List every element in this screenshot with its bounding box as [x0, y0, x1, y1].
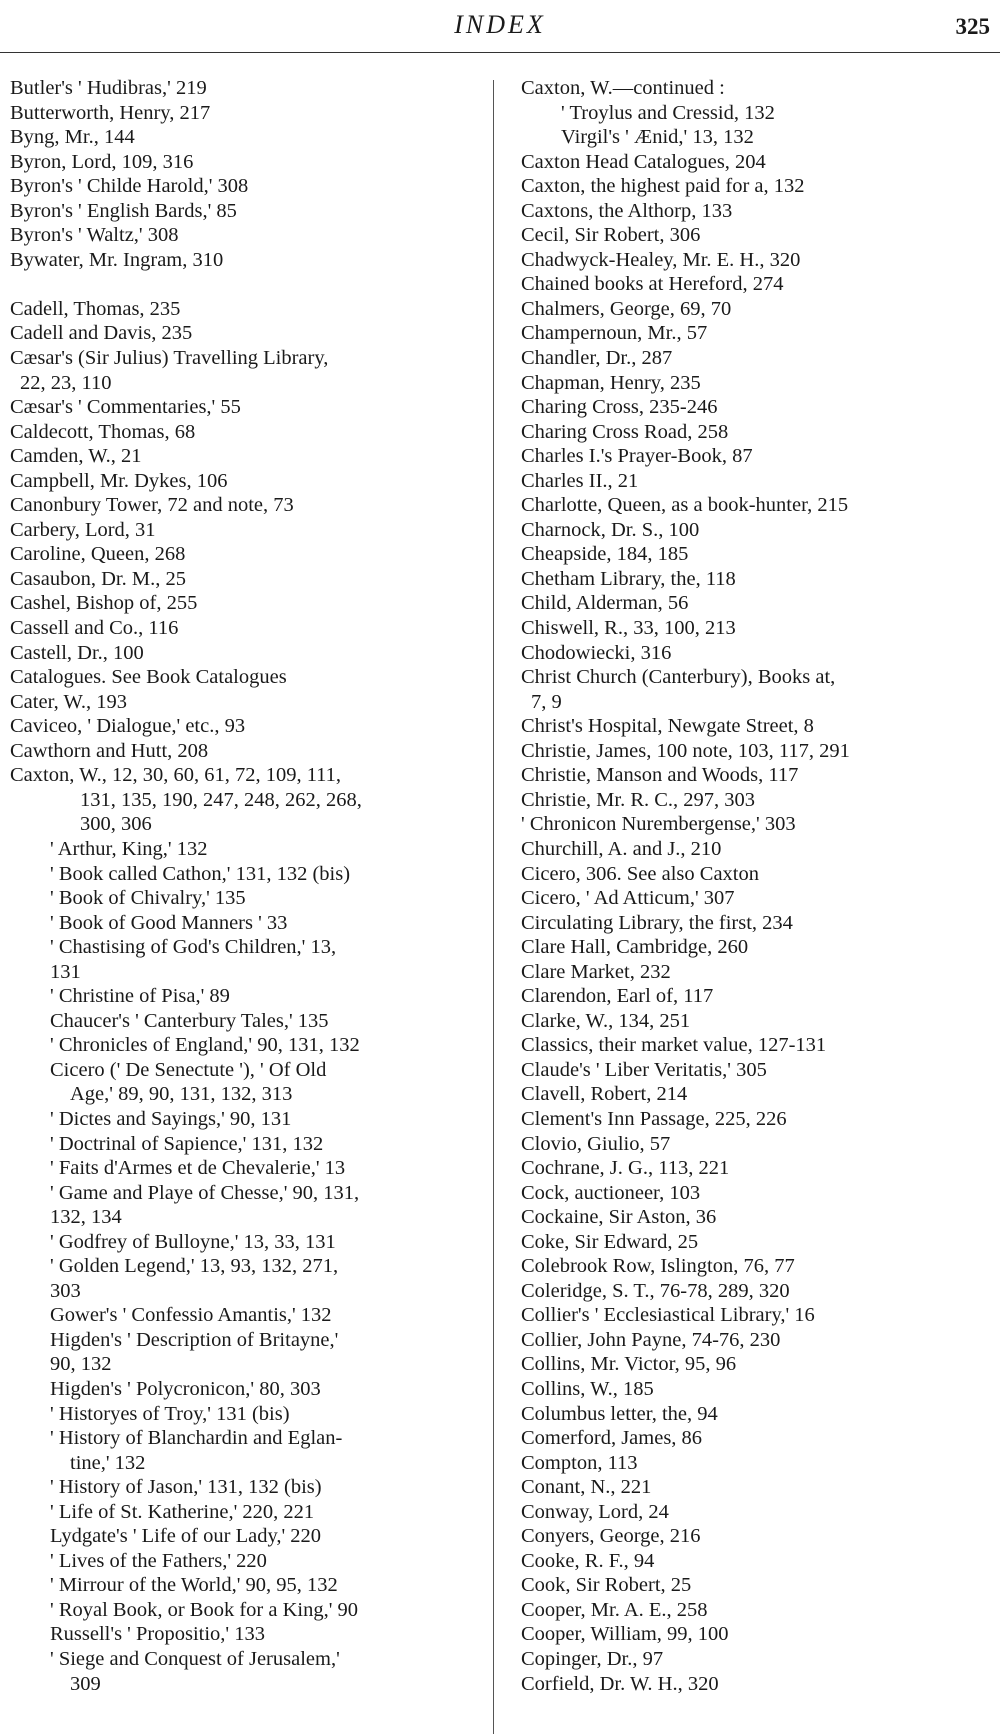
- index-entry: ' Chronicon Nurembergense,' 303: [521, 813, 796, 836]
- index-entry: Charnock, Dr. S., 100: [521, 518, 700, 541]
- index-entry: Cheapside, 184, 185: [521, 543, 689, 566]
- index-entry: Cecil, Sir Robert, 306: [521, 224, 701, 247]
- index-entry: Corfield, Dr. W. H., 320: [521, 1672, 719, 1695]
- index-entry: Colebrook Row, Islington, 76, 77: [521, 1255, 795, 1278]
- index-entry: Cockaine, Sir Aston, 36: [521, 1206, 717, 1229]
- index-entry: Caxtons, the Althorp, 133: [521, 199, 733, 222]
- index-entry: 300, 306: [80, 813, 152, 836]
- index-entry: Caxton, W., 12, 30, 60, 61, 72, 109, 111,: [10, 764, 342, 787]
- index-entry: Chaucer's ' Canterbury Tales,' 135: [50, 1009, 329, 1032]
- index-entry: Chiswell, R., 33, 100, 213: [521, 617, 736, 640]
- index-entry: Chetham Library, the, 118: [521, 567, 736, 590]
- index-entry: ' Book called Cathon,' 131, 132 (bis): [50, 862, 351, 885]
- index-entry: Lydgate's ' Life of our Lady,' 220: [50, 1525, 322, 1548]
- index-entry: Byron, Lord, 109, 316: [10, 150, 194, 173]
- index-entry: Charlotte, Queen, as a book-hunter, 215: [521, 494, 849, 517]
- index-entry: Byron's ' Childe Harold,' 308: [10, 175, 249, 198]
- index-entry: 90, 132: [50, 1353, 112, 1376]
- index-entry: ' Chastising of God's Children,' 13,: [50, 936, 337, 959]
- header-rule: [0, 52, 1000, 53]
- index-entry: Collins, Mr. Victor, 95, 96: [521, 1353, 737, 1376]
- index-entry: Caxton, W.—continued :: [521, 77, 725, 99]
- index-entry: Virgil's ' Ænid,' 13, 132: [561, 126, 754, 149]
- index-entry: Charing Cross Road, 258: [521, 420, 729, 443]
- index-entry: Campbell, Mr. Dykes, 106: [10, 469, 228, 492]
- index-entry: Columbus letter, the, 94: [521, 1402, 718, 1425]
- index-entry: Charles II., 21: [521, 469, 639, 492]
- index-entry: Cooke, R. F., 94: [521, 1549, 655, 1572]
- index-entry: ' Siege and Conquest of Jerusalem,': [50, 1648, 340, 1670]
- index-entry: Classics, their market value, 127-131: [521, 1034, 827, 1057]
- index-entry: Cochrane, J. G., 113, 221: [521, 1157, 730, 1180]
- index-entry: Casaubon, Dr. M., 25: [10, 567, 186, 590]
- index-entry: Caviceo, ' Dialogue,' etc., 93: [10, 715, 246, 738]
- index-entry: Bywater, Mr. Ingram, 310: [10, 248, 224, 271]
- index-entry: Christ Church (Canterbury), Books at,: [521, 666, 836, 689]
- index-entry: ' Game and Playe of Chesse,' 90, 131,: [50, 1181, 360, 1204]
- index-entry: Chained books at Hereford, 274: [521, 273, 784, 296]
- index-entry: Cawthorn and Hutt, 208: [10, 739, 209, 762]
- index-entry: Chandler, Dr., 287: [521, 347, 673, 370]
- index-entry: ' Dictes and Sayings,' 90, 131: [50, 1107, 292, 1130]
- index-entry: ' Troylus and Cressid, 132: [561, 101, 775, 124]
- index-entry: Coke, Sir Edward, 25: [521, 1230, 699, 1253]
- index-entry: Clare Market, 232: [521, 960, 671, 983]
- index-entry: 7, 9: [531, 690, 562, 713]
- index-entry: Cæsar's ' Commentaries,' 55: [10, 396, 241, 419]
- index-entry: 309: [70, 1672, 101, 1695]
- index-entry: Age,' 89, 90, 131, 132, 313: [70, 1083, 293, 1106]
- index-entry: Russell's ' Propositio,' 133: [50, 1623, 265, 1646]
- index-entry: [10, 272, 480, 297]
- column-divider: [493, 80, 494, 1734]
- index-entry: Gower's ' Confessio Amantis,' 132: [50, 1304, 332, 1327]
- index-entry: ' Mirrour of the World,' 90, 95, 132: [50, 1574, 338, 1597]
- index-entry: ' History of Jason,' 131, 132 (bis): [50, 1476, 322, 1499]
- index-entry: ' Golden Legend,' 13, 93, 132, 271,: [50, 1255, 339, 1278]
- index-entry: Cook, Sir Robert, 25: [521, 1574, 692, 1597]
- index-entry: Cicero (' De Senectute '), ' Of Old: [50, 1058, 327, 1081]
- index-entry: ' Lives of the Fathers,' 220: [50, 1549, 267, 1572]
- index-entry: 131, 135, 190, 247, 248, 262, 268,: [80, 788, 362, 811]
- index-entry: Claude's ' Liber Veritatis,' 305: [521, 1058, 767, 1081]
- index-entry: Byron's ' English Bards,' 85: [10, 199, 237, 222]
- index-entry: Catalogues. See Book Catalogues: [10, 666, 287, 689]
- index-entry: ' Arthur, King,' 132: [50, 837, 208, 860]
- index-entry: ' Godfrey of Bulloyne,' 13, 33, 131: [50, 1230, 336, 1253]
- index-entry: ' Royal Book, or Book for a King,' 90: [50, 1598, 359, 1621]
- index-entry: 131: [50, 960, 81, 983]
- index-entry: 132, 134: [50, 1206, 122, 1229]
- page-header: [0, 0, 1000, 50]
- index-entry: Cashel, Bishop of, 255: [10, 592, 198, 615]
- index-entry: Cock, auctioneer, 103: [521, 1181, 701, 1204]
- index-entry: Cooper, Mr. A. E., 258: [521, 1598, 708, 1621]
- index-entry: Champernoun, Mr., 57: [521, 322, 708, 345]
- index-entry: Cooper, William, 99, 100: [521, 1623, 729, 1646]
- index-entry: Clement's Inn Passage, 225, 226: [521, 1107, 787, 1130]
- index-entry: Copinger, Dr., 97: [521, 1648, 664, 1670]
- index-entry: Byng, Mr., 144: [10, 126, 135, 149]
- index-entry: Cæsar's (Sir Julius) Travelling Library,: [10, 347, 329, 370]
- index-entry: ' Faits d'Armes et de Chevalerie,' 13: [50, 1157, 346, 1180]
- index-entry: Cadell and Davis, 235: [10, 322, 193, 345]
- index-entry: Conyers, George, 216: [521, 1525, 701, 1548]
- index-entry: Circulating Library, the first, 234: [521, 911, 793, 934]
- index-entry: Compton, 113: [521, 1451, 638, 1474]
- index-entry: tine,' 132: [70, 1451, 146, 1474]
- index-entry: Cadell, Thomas, 235: [10, 297, 181, 320]
- index-entry: Chalmers, George, 69, 70: [521, 297, 732, 320]
- index-entry: Clovio, Giulio, 57: [521, 1132, 671, 1155]
- index-column-right: [521, 76, 995, 1696]
- index-entry: Christ's Hospital, Newgate Street, 8: [521, 715, 814, 738]
- index-entry: ' Christine of Pisa,' 89: [50, 985, 230, 1008]
- index-entry: 22, 23, 110: [20, 371, 112, 394]
- index-entry: Butterworth, Henry, 217: [10, 101, 211, 124]
- index-entry: Caxton, the highest paid for a, 132: [521, 175, 805, 198]
- index-entry: Byron's ' Waltz,' 308: [10, 224, 179, 247]
- index-entry: Butler's ' Hudibras,' 219: [10, 77, 207, 99]
- index-entry: Charles I.'s Prayer-Book, 87: [521, 445, 753, 468]
- index-entry: Cassell and Co., 116: [10, 617, 179, 640]
- index-entry: Charing Cross, 235-246: [521, 396, 718, 419]
- index-entry: Cicero, 306. See also Caxton: [521, 862, 759, 885]
- index-entry: Child, Alderman, 56: [521, 592, 689, 615]
- index-entry: ' Chronicles of England,' 90, 131, 132: [50, 1034, 360, 1057]
- index-entry: ' History of Blanchardin and Eglan-: [50, 1427, 343, 1450]
- index-entry: Chapman, Henry, 235: [521, 371, 701, 394]
- index-entry: Conant, N., 221: [521, 1476, 652, 1499]
- index-entry: ' Book of Chivalry,' 135: [50, 887, 246, 910]
- index-entry: Collins, W., 185: [521, 1377, 654, 1400]
- index-entry: Carbery, Lord, 31: [10, 518, 156, 541]
- page-number: 325: [955, 14, 990, 39]
- index-entry: ' Life of St. Katherine,' 220, 221: [50, 1500, 315, 1523]
- index-entry: Clare Hall, Cambridge, 260: [521, 936, 749, 959]
- index-entry: Cicero, ' Ad Atticum,' 307: [521, 887, 735, 910]
- index-entry: Caldecott, Thomas, 68: [10, 420, 196, 443]
- index-entry: ' Doctrinal of Sapience,' 131, 132: [50, 1132, 324, 1155]
- index-entry: Christie, James, 100 note, 103, 117, 291: [521, 739, 850, 762]
- index-entry: Christie, Manson and Woods, 117: [521, 764, 799, 787]
- index-entry: Higden's ' Description of Britayne,': [50, 1328, 339, 1351]
- index-entry: Castell, Dr., 100: [10, 641, 144, 664]
- index-entry: Camden, W., 21: [10, 445, 142, 468]
- index-entry: Canonbury Tower, 72 and note, 73: [10, 494, 294, 517]
- index-entry: Chodowiecki, 316: [521, 641, 672, 664]
- index-entry: Conway, Lord, 24: [521, 1500, 669, 1523]
- page-title: INDEX: [454, 10, 546, 39]
- index-entry: Clarke, W., 134, 251: [521, 1009, 691, 1032]
- index-entry: Cater, W., 193: [10, 690, 128, 713]
- index-column-left: [10, 76, 480, 1696]
- index-entry: Clavell, Robert, 214: [521, 1083, 688, 1106]
- index-entry: Comerford, James, 86: [521, 1427, 703, 1450]
- index-entry: Caroline, Queen, 268: [10, 543, 186, 566]
- index-entry: 303: [50, 1279, 81, 1302]
- index-entry: ' Historyes of Troy,' 131 (bis): [50, 1402, 290, 1425]
- index-entry: Christie, Mr. R. C., 297, 303: [521, 788, 756, 811]
- index-entry: Collier, John Payne, 74-76, 230: [521, 1328, 781, 1351]
- index-entry: Churchill, A. and J., 210: [521, 837, 722, 860]
- index-entry: Clarendon, Earl of, 117: [521, 985, 714, 1008]
- index-entry: Collier's ' Ecclesiastical Library,' 16: [521, 1304, 815, 1327]
- index-entry: ' Book of Good Manners ' 33: [50, 911, 288, 934]
- index-entry: Chadwyck-Healey, Mr. E. H., 320: [521, 248, 801, 271]
- index-entry: Coleridge, S. T., 76-78, 289, 320: [521, 1279, 790, 1302]
- index-entry: Caxton Head Catalogues, 204: [521, 150, 766, 173]
- index-entry: Higden's ' Polycronicon,' 80, 303: [50, 1377, 321, 1400]
